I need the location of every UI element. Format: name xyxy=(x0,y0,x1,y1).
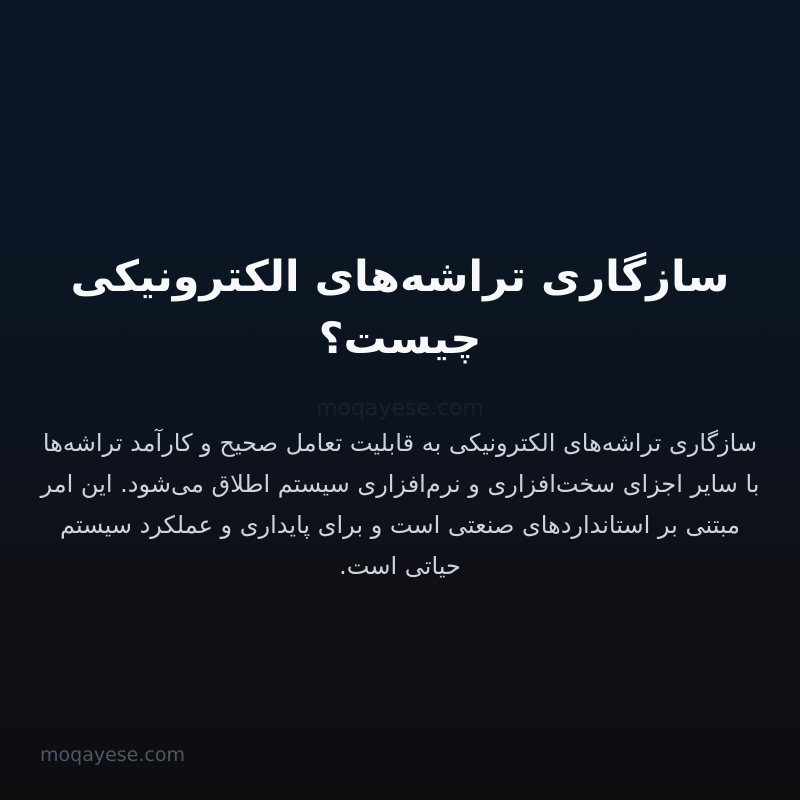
footer-watermark: moqayese.com xyxy=(40,744,185,766)
page-title xyxy=(0,246,800,370)
body-paragraph: سازگاری تراشه‌های الکترونیکی به قابلیت تعامل صحیح و کارآمد تراشه‌ها با سایر اجزای سخت‌افزاری و نرم‌افزاری سیستم اطلاق می‌شود. این امر مبتنی بر استانداردهای صنعتی است و برای پایداری و عملکرد سیستم حیاتی است. xyxy=(40,429,760,580)
center-watermark: moqayese.com xyxy=(316,396,484,421)
page-title-line-2: چیست؟ xyxy=(318,314,482,364)
page-title-line-1: سازگاری تراشه‌های الکترونیکی xyxy=(70,252,730,302)
